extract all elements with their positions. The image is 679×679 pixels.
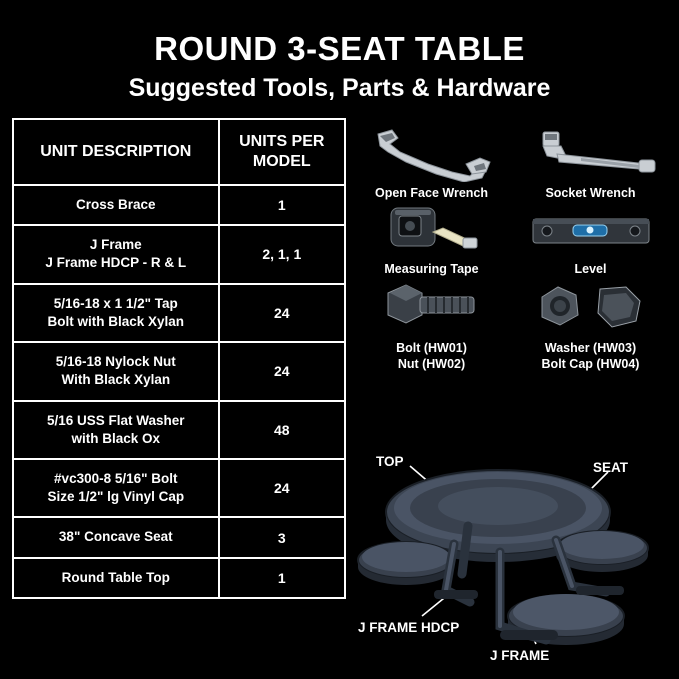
open-face-wrench-icon [352,122,511,184]
table-row [13,225,345,283]
tool-socket-wrench [511,122,670,202]
tool-level [511,202,670,278]
tool-caption: Open Face Wrench [375,186,488,200]
bolt-nut-icon [352,277,511,339]
product-illustration [350,440,675,675]
label-j-frame: J FRAME [490,648,550,663]
table-row [13,401,345,459]
cell-units: 48 [219,401,345,459]
cell-description: 38" Concave Seat [13,517,219,557]
parts-table [12,118,346,599]
washer-bolt-cap-icon [511,277,670,339]
tool-caption: Measuring Tape [384,261,479,276]
cell-units: 3 [219,517,345,557]
tool-caption: Bolt (HW01) Nut (HW02) [396,341,467,371]
tool-caption: Level [574,261,607,276]
column-header-unit-description: UNIT DESCRIPTION [13,119,219,185]
measuring-tape-icon [352,202,511,260]
label-j-frame-hdcp: J FRAME HDCP [358,620,460,635]
cell-units: 24 [219,284,345,342]
table-row [13,558,345,598]
table-row [13,185,345,225]
table-row [13,459,345,517]
tools-row-3 [352,277,670,372]
table-row [13,342,345,400]
cell-units: 1 [219,185,345,225]
cell-description: 5/16-18 x 1 1/2" Tap Bolt with Black Xylan [13,284,219,342]
label-top: TOP [376,454,404,469]
cell-description: Round Table Top [13,558,219,598]
page-subtitle: Suggested Tools, Parts & Hardware [128,74,551,102]
label-seat: SEAT [593,460,629,475]
tool-washer-bolt-cap [511,277,670,372]
cell-description: J Frame J Frame HDCP - R & L [13,225,219,283]
tool-caption: Washer (HW03) Bolt Cap (HW04) [541,341,640,371]
socket-wrench-icon [511,122,670,184]
cell-units: 1 [219,558,345,598]
tool-caption: Socket Wrench [545,186,636,200]
cell-units: 2, 1, 1 [219,225,345,283]
level-icon [511,202,670,260]
cell-description: 5/16-18 Nylock Nut With Black Xylan [13,342,219,400]
column-header-units-per-model: UNITS PER MODEL [219,119,345,185]
cell-description: Cross Brace [13,185,219,225]
cell-units: 24 [219,342,345,400]
round-table-drawing [350,440,675,675]
tool-open-face-wrench [352,122,511,202]
tool-bolt-nut [352,277,511,372]
table-row [13,517,345,557]
tools-grid [352,122,670,373]
page-title: ROUND 3-SEAT TABLE [154,30,525,67]
cell-description: #vc300-8 5/16" Bolt Size 1/2" lg Vinyl Cap [13,459,219,517]
table-row [13,284,345,342]
tool-measuring-tape [352,202,511,278]
tools-row-2 [352,202,670,278]
table-header-row [13,119,345,185]
cell-units: 24 [219,459,345,517]
cell-description: 5/16 USS Flat Washer with Black Ox [13,401,219,459]
tools-row-1 [352,122,670,202]
